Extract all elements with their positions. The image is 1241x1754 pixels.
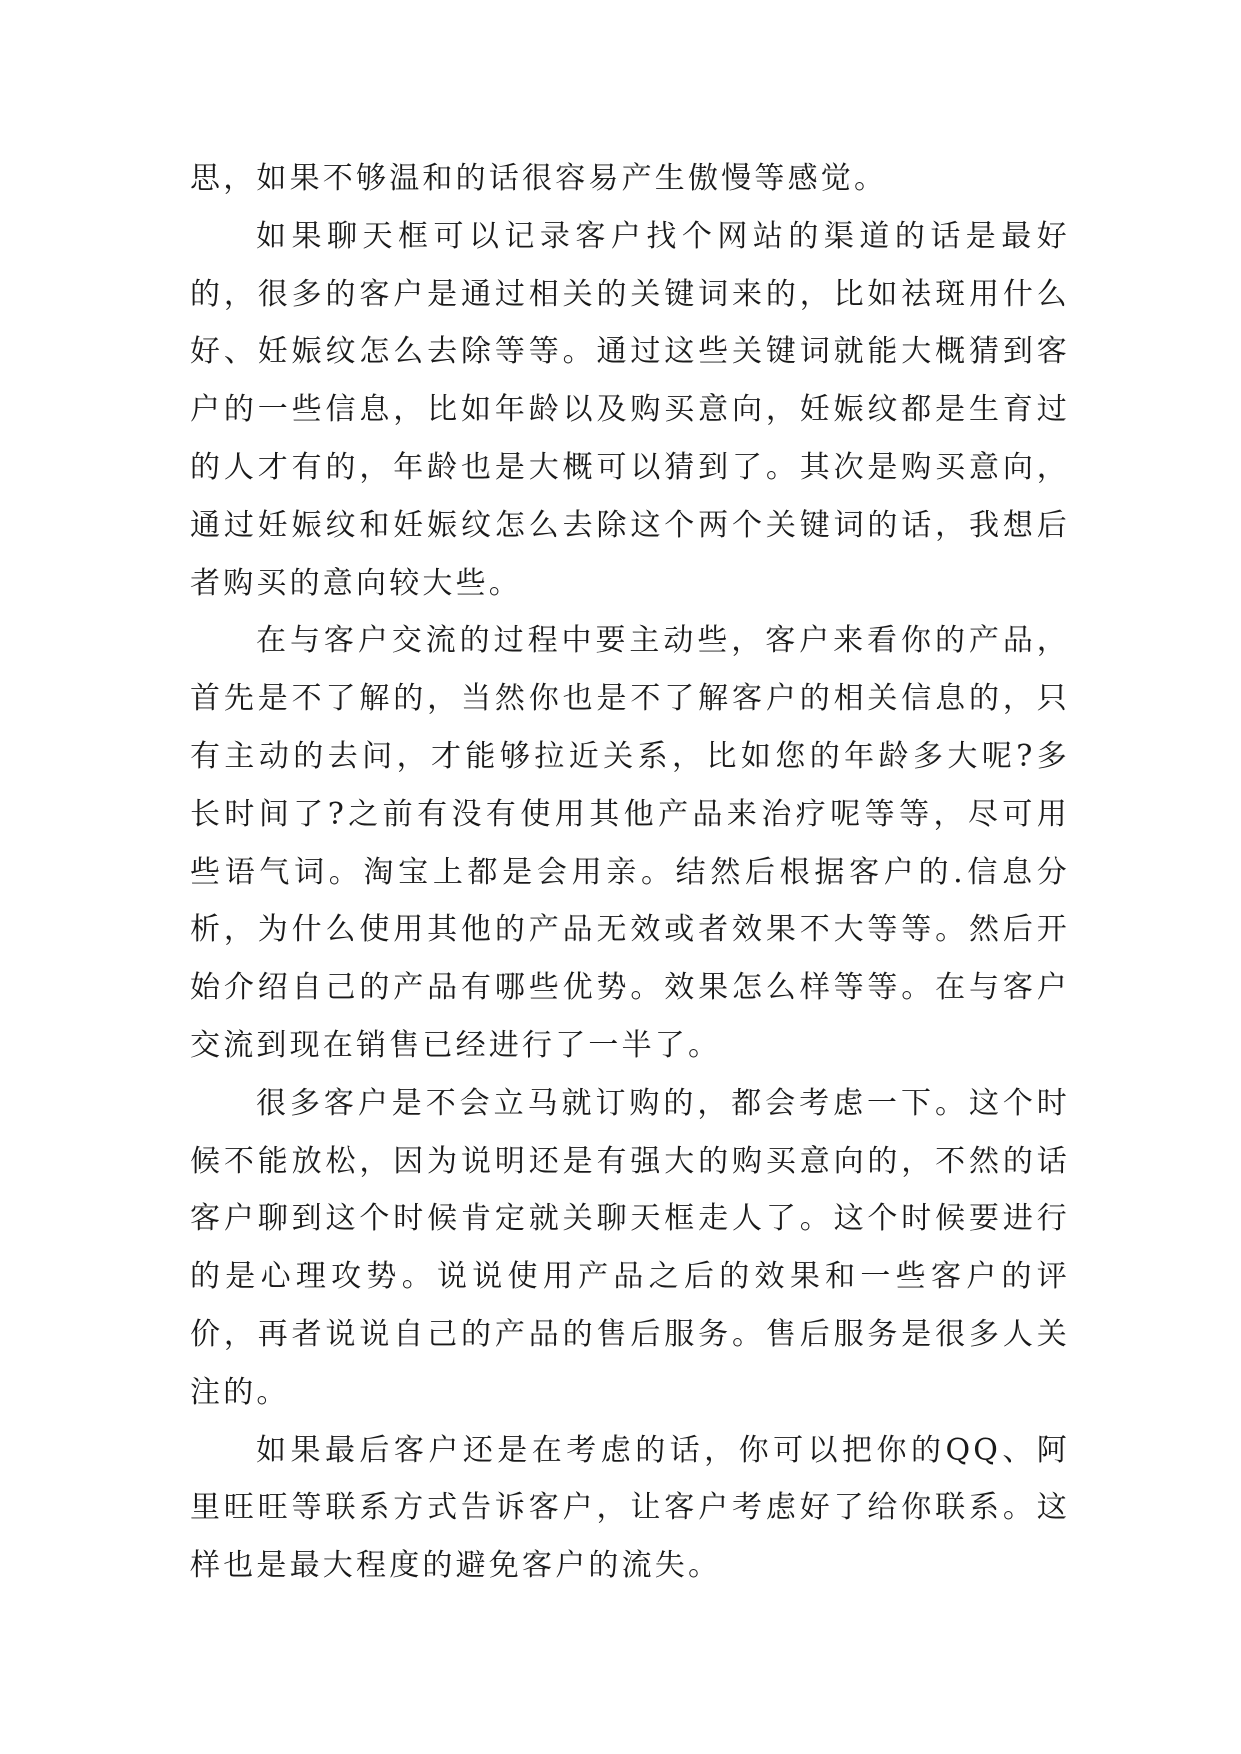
paragraph-5: 如果最后客户还是在考虑的话，你可以把你的QQ、阿里旺旺等联系方式告诉客户，让客户考虑好了给你联系。这样也是最大程度的避免客户的流失。	[190, 1432, 1070, 1584]
paragraph-4: 很多客户是不会立马就订购的，都会考虑一下。这个时候不能放松，因为说明还是有强大的购买意向的，不然的话客户聊到这个时候肯定就关聊天框走人了。这个时候要进行的是心理攻势。说说使用产品之后的效果和一些客户的评价，再者说说自己的产品的售后服务。售后服务是很多人关注的。	[190, 1085, 1070, 1410]
paragraph-3: 在与客户交流的过程中要主动些，客户来看你的产品，首先是不了解的，当然你也是不了解客户的相关信息的，只有主动的去问，才能够拉近关系，比如您的年龄多大呢?多长时间了?之前有没有使用其他产品来治疗呢等等，尽可用些语气词。淘宝上都是会用亲。结然后根据客户的.信息分析，为什么使用其他的产品无效或者效果不大等等。然后开始介绍自己的产品有哪些优势。效果怎么样等等。在与客户交流到现在销售已经进行了一半了。	[190, 623, 1070, 1063]
paragraph-1: 思，如果不够温和的话很容易产生傲慢等感觉。	[190, 161, 888, 196]
document-body	[190, 150, 1070, 1595]
paragraph-2: 如果聊天框可以记录客户找个网站的渠道的话是最好的，很多的客户是通过相关的关键词来的，比如祛斑用什么好、妊娠纹怎么去除等等。通过这些关键词就能大概猜到客户的一些信息，比如年龄以及购买意向，妊娠纹都是生育过的人才有的，年龄也是大概可以猜到了。其次是购买意向，通过妊娠纹和妊娠纹怎么去除这个两个关键词的话，我想后者购买的意向较大些。	[190, 218, 1070, 601]
